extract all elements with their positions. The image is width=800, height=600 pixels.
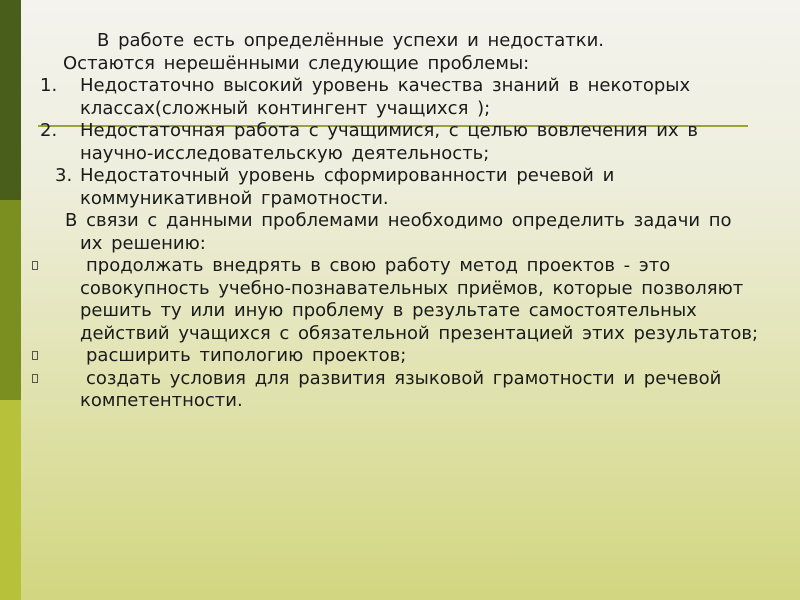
problem-number: 3. xyxy=(55,165,73,186)
problem-text: Недостаточный уровень сформированности речевой и коммуникативной грамотности. xyxy=(80,165,615,209)
tasks-intro: В связи с данными проблемами необходимо определить задачи по их решению: xyxy=(65,210,732,254)
task-text: расширить типологию проектов; xyxy=(86,345,407,366)
bullet-box-icon xyxy=(32,351,38,360)
intro-paragraph xyxy=(40,30,760,75)
problem-item-1 xyxy=(40,75,760,120)
task-text: создать условия для развития языковой грамотности и речевой компетентности. xyxy=(80,367,722,411)
task-item-3 xyxy=(40,368,760,413)
problem-item-3 xyxy=(40,165,760,210)
problem-number: 1. xyxy=(40,75,58,96)
problem-item-2 xyxy=(40,120,760,165)
problem-number: 2. xyxy=(40,120,58,141)
task-text: продолжать внедрять в свою работу метод проектов - это совокупность учебно-познавательных приёмов, которые позволяют решить ту или иную проблему в результате самостоятельных действий учащихся с обязательной презентацией этих результатов; xyxy=(80,255,759,344)
intro-line-2: Остаются нерешёнными следующие проблемы: xyxy=(63,52,530,74)
bullet-box-icon xyxy=(32,261,38,270)
slide-body xyxy=(40,30,760,413)
task-item-2 xyxy=(40,345,760,368)
left-accent-band-light xyxy=(0,400,21,600)
problem-text: Недостаточно высокий уровень качества знаний в некоторых классах(сложный контингент учащихся ); xyxy=(80,75,691,119)
left-accent-band-dark xyxy=(0,0,21,200)
task-item-1 xyxy=(40,255,760,345)
intro-line-1: В работе есть определённые успехи и недостатки. xyxy=(97,30,605,51)
problem-text: Недостаточная работа с учащимися, с целью вовлечения их в научно-исследовательскую деятельность; xyxy=(80,120,698,164)
left-accent-band-mid xyxy=(0,200,21,400)
bullet-box-icon xyxy=(32,374,38,383)
